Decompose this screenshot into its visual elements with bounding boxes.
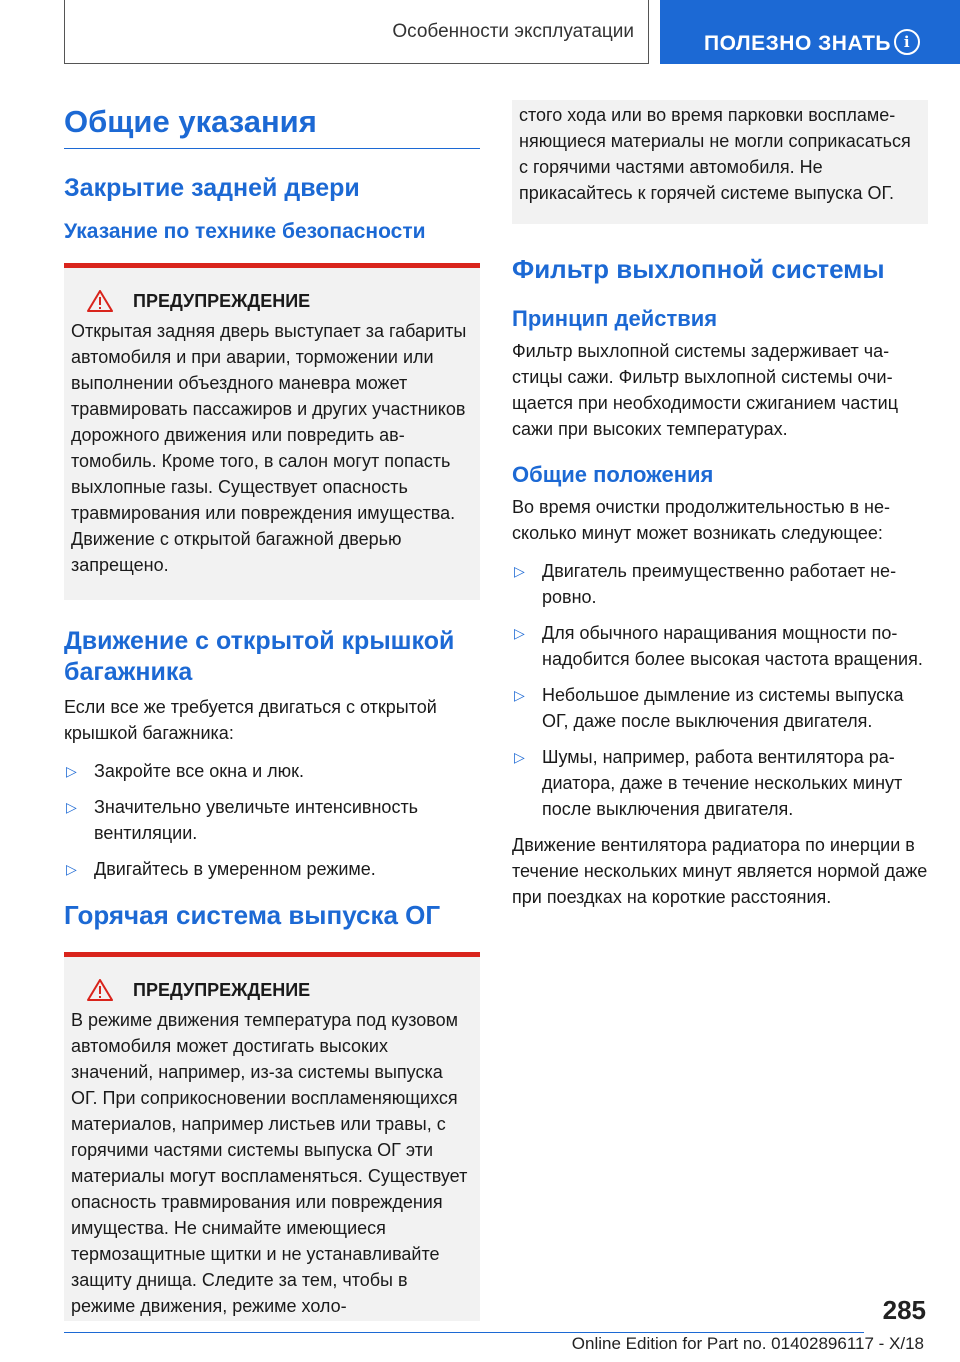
tab-header[interactable]: [660, 0, 960, 64]
warning-box-continued: [512, 100, 928, 224]
section-rear-door: Закрытие задней двери: [64, 174, 360, 202]
warning-box-rear-door: [64, 263, 480, 600]
page-title: Общие указания: [64, 100, 480, 149]
general-list: [512, 558, 928, 822]
triangle-bullet-icon: ▷: [66, 861, 77, 877]
section-hot-exhaust: Горячая система выпуска ОГ: [64, 900, 441, 930]
left-column: [64, 100, 480, 1321]
right-column: [512, 100, 928, 910]
triangle-bullet-icon: ▷: [514, 563, 525, 579]
general-outro: Движение вентилятора радиатора по инерции в течение нескольких минут является нормой даже при поездках на короткие расстояния.: [512, 835, 928, 907]
triangle-bullet-icon: ▷: [514, 687, 525, 703]
general-intro: Во время очистки продолжительностью в несколько минут может возникать следующее:: [512, 497, 890, 543]
info-icon[interactable]: i: [894, 29, 920, 55]
list-item: ▷ Двигайтесь в умеренном режиме.: [64, 856, 480, 882]
warning-text-continued: стого хода или во время парковки воспламеняющиеся материалы не могли соприкасаться с горячими частями автомобиля. Не прикасайтесь к горячей системе выпуска ОГ.: [519, 105, 911, 203]
list-item: ▷ Небольшое дымление из системы выпуска ОГ, даже после выключения двигателя.: [512, 682, 928, 734]
edition-footer: Online Edition for Part no. 01402896117 - X/18: [571, 1334, 924, 1353]
section-principle: Принцип действия: [512, 306, 718, 331]
open-trunk-intro: Если все же требуется двигаться с открытой крышкой багажника:: [64, 697, 437, 743]
principle-text: Фильтр выхлопной системы задерживает частицы сажи. Фильтр выхлопной системы очищается при необходимости сжиганием частиц сажи при высоких температурах.: [512, 341, 899, 439]
triangle-bullet-icon: ▷: [66, 763, 77, 779]
warning-title: ПРЕДУПРЕЖДЕНИЕ: [133, 291, 311, 311]
section-exhaust-filter: Фильтр выхлопной системы: [512, 254, 885, 284]
section-open-trunk: Движение с открытой крышкой багажника: [64, 627, 455, 686]
warning-triangle-icon: [87, 290, 113, 312]
list-item: ▷ Значительно увеличьте интенсивность вентиляции.: [64, 794, 480, 846]
section-title: Особенности эксплуатации: [392, 20, 634, 42]
safety-note-heading: Указание по технике безопасности: [64, 220, 426, 243]
tab-label: ПОЛЕЗНО ЗНАТЬ: [704, 32, 891, 55]
warning-text: Открытая задняя дверь выступает за габариты автомобиля и при аварии, торможении или выполнении объездного маневра может травмировать пассажиров и других участников дорожного движения или повредить автомобиль. Кроме того, в салон могут попасть выхлопные газы. Существует опасность травмирования или повреждения имущества. Движение с открытой багажной дверью запрещено.: [71, 321, 467, 575]
triangle-bullet-icon: ▷: [514, 625, 525, 641]
warning-title: ПРЕДУПРЕЖДЕНИЕ: [133, 980, 311, 1000]
list-item: ▷ Для обычного наращивания мощности понадобится более высокая частота вращения.: [512, 620, 928, 672]
list-item: ▷ Шумы, например, работа вентилятора радиатора, даже в течение нескольких минут после выключения двигателя.: [512, 744, 928, 822]
page-number: 285: [882, 1295, 926, 1325]
warning-heading: [71, 977, 473, 1003]
warning-text: В режиме движения температура под кузовом автомобиля может достигать высоких значений, например, из-за системы выпуска ОГ. При соприкосновении воспламеняющихся материалов, например листьев или травы, с горячими частями системы выпуска ОГ эти материалы могут воспламеняться. Существует опасность травмирования или повреждения имущества. Не снимайте имеющиеся термозащитные щитки и не устанавливайте защиту днища. Следите за тем, чтобы в режиме движения, режиме холо-: [71, 1010, 468, 1316]
list-item: ▷ Двигатель преимущественно работает неровно.: [512, 558, 928, 610]
open-trunk-list: [64, 758, 480, 882]
section-general: Общие положения: [512, 462, 714, 487]
triangle-bullet-icon: ▷: [66, 799, 77, 815]
list-item: ▷ Закройте все окна и люк.: [64, 758, 480, 784]
triangle-bullet-icon: ▷: [514, 749, 525, 765]
warning-box-exhaust: [64, 952, 480, 1321]
warning-heading: [71, 288, 473, 314]
warning-triangle-icon: [87, 979, 113, 1001]
section-header: [64, 0, 649, 64]
footer-divider: [64, 1332, 864, 1333]
